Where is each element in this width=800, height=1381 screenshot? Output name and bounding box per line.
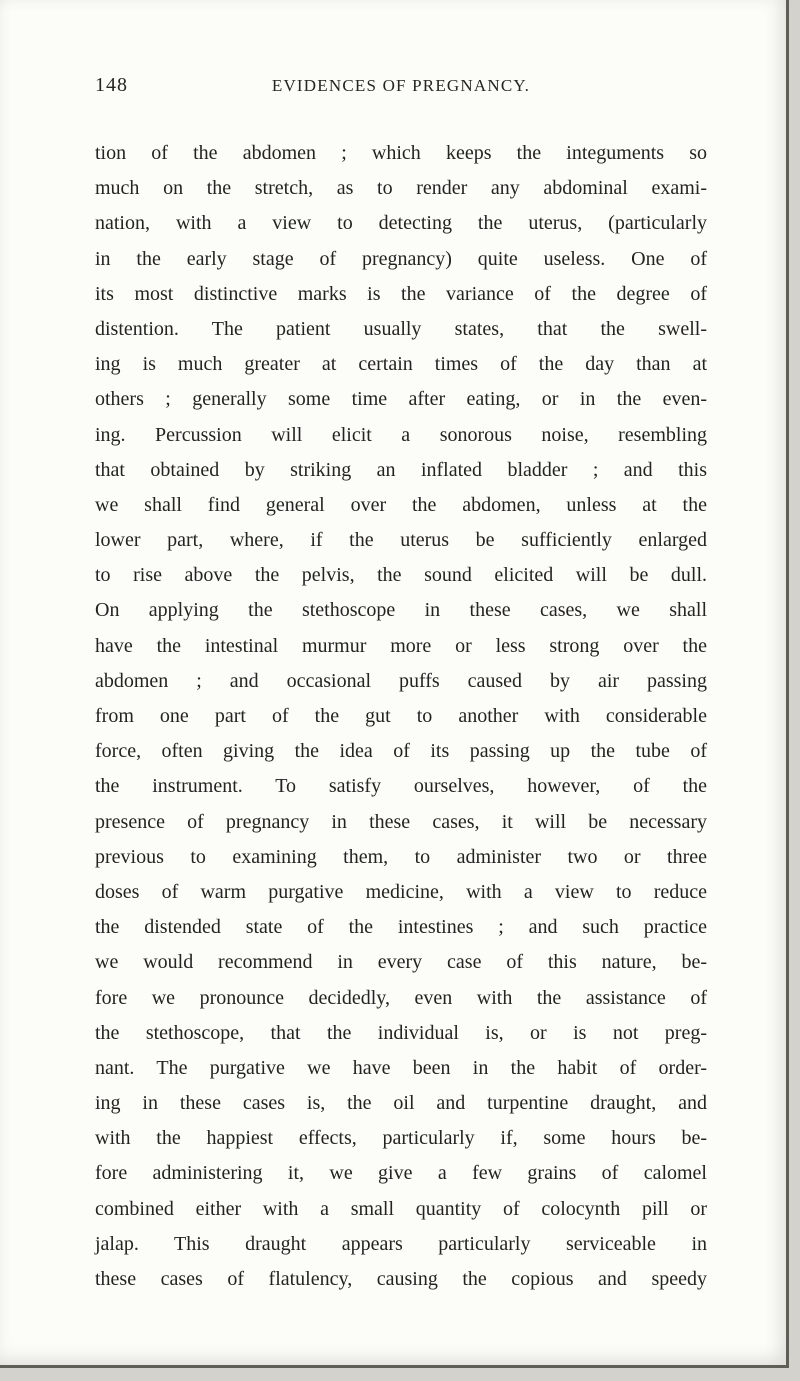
body-text [95,136,707,1297]
text-line: distention. The patient usually states, that the swell- [95,317,707,340]
text-line: the stethoscope, that the individual is, or is not preg- [95,1021,707,1044]
text-line: presence of pregnancy in these cases, it will be necessary [95,810,707,833]
text-line: the distended state of the intestines ; and such practice [95,916,707,939]
text-line: force, often giving the idea of its passing up the tube of [95,740,707,763]
text-line: these cases of flatulency, causing the copious and speedy [95,1268,707,1290]
text-line: with the happiest effects, particularly if, some hours be- [95,1127,707,1150]
text-line: from one part of the gut to another with considerable [95,705,707,727]
text-line: jalap. This draught appears particularly serviceable in [95,1232,707,1255]
text-line: others ; generally some time after eating, or in the even- [95,388,707,411]
text-line: nation, with a view to detecting the uterus, (particularly [95,212,707,235]
page-header [95,72,707,102]
text-line: nant. The purgative we have been in the habit of order- [95,1056,707,1079]
text-line: abdomen ; and occasional puffs caused by air passing [95,669,707,692]
text-line: in the early stage of pregnancy) quite useless. One of [95,247,707,270]
text-line: tion of the abdomen ; which keeps the integuments so [95,142,707,164]
text-line: ing in these cases is, the oil and turpentine draught, and [95,1092,707,1115]
text-line: have the intestinal murmur more or less strong over the [95,634,707,657]
text-line: combined either with a small quantity of colocynth pill or [95,1197,707,1220]
text-line: doses of warm purgative medicine, with a view to reduce [95,880,707,903]
text-line: lower part, where, if the uterus be sufficiently enlarged [95,529,707,552]
text-line: its most distinctive marks is the variance of the degree of [95,282,707,305]
text-block [95,72,707,1297]
text-line: we would recommend in every case of this nature, be- [95,951,707,974]
text-line: that obtained by striking an inflated bladder ; and this [95,458,707,481]
text-line: to rise above the pelvis, the sound elicited will be dull. [95,564,707,587]
text-line: fore we pronounce decidedly, even with the assistance of [95,986,707,1009]
text-line: previous to examining them, to administer two or three [95,845,707,868]
text-line: On applying the stethoscope in these cases, we shall [95,599,707,622]
text-line: ing. Percussion will elicit a sonorous noise, resembling [95,423,707,446]
text-line: fore administering it, we give a few grains of calomel [95,1162,707,1185]
running-header: EVIDENCES OF PREGNANCY. [271,76,531,95]
text-line: much on the stretch, as to render any abdominal exami- [95,177,707,200]
page-number: 148 [95,74,128,96]
text-line: the instrument. To satisfy ourselves, however, of the [95,775,707,798]
text-line: ing is much greater at certain times of the day than at [95,353,707,376]
text-line: we shall find general over the abdomen, unless at the [95,493,707,516]
